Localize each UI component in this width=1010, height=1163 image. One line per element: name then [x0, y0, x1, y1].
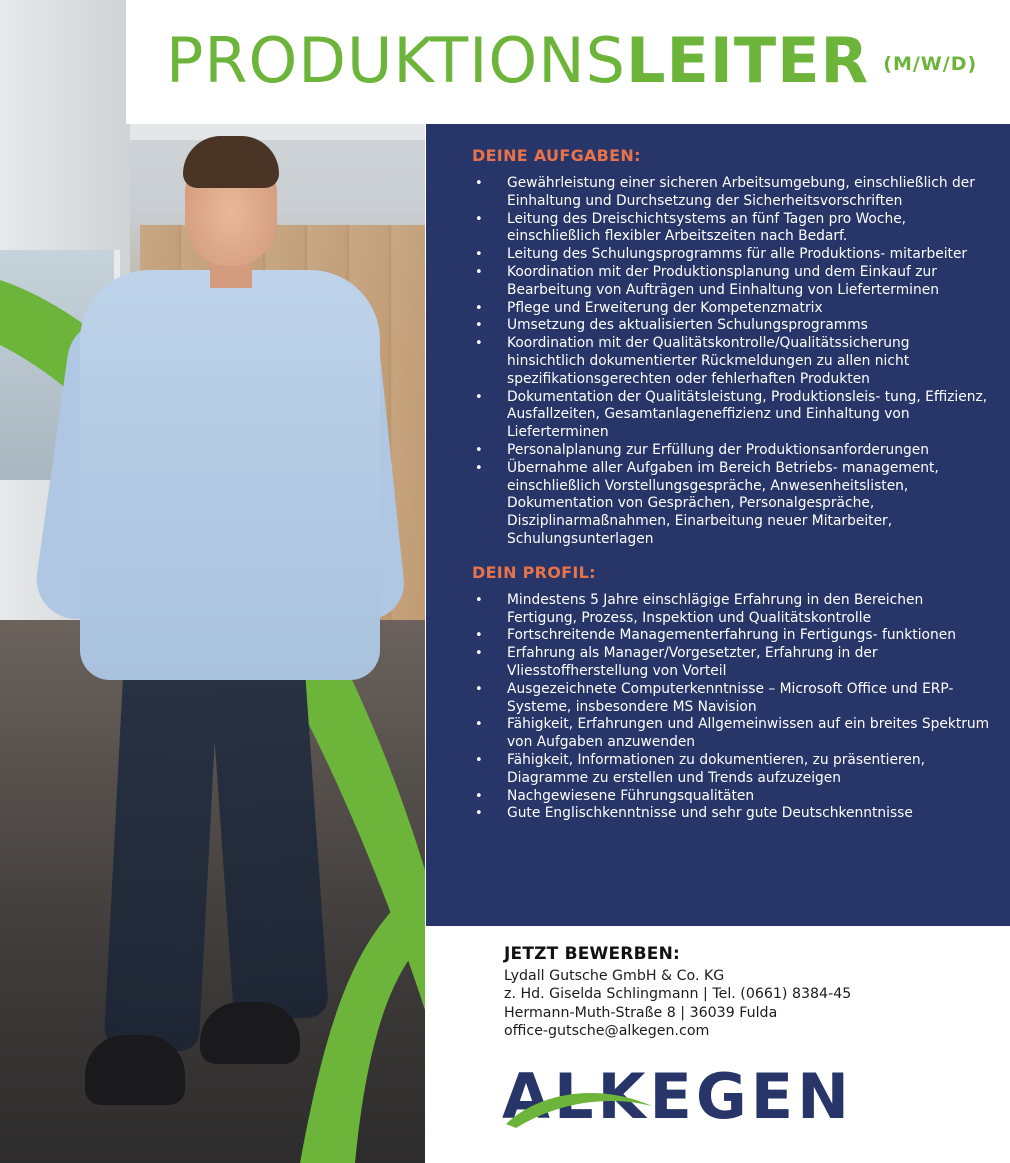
list-item: [472, 442, 990, 460]
person-figure: [40, 130, 400, 1130]
address: Hermann-Muth-Straße 8 | 36039 Fulda: [504, 1004, 778, 1021]
email-link[interactable]: office-gutsche@alkegen.com: [504, 1022, 710, 1039]
job-details-panel: [426, 124, 1010, 926]
title-band: [126, 0, 1010, 124]
bullet-icon: •: [475, 788, 483, 804]
bullet-icon: •: [475, 646, 483, 662]
profile-list: [472, 592, 990, 823]
logo-swoosh-icon: [502, 1062, 872, 1142]
list-item: [472, 645, 990, 681]
profile-text: Ausgezeichnete Computerkenntnisse – Microsoft Office und ERP-Systeme, insbesondere MS Navision: [507, 680, 954, 715]
profile-text: Mindestens 5 Jahre einschlägige Erfahrung in den Bereichen Fertigung, Prozess, Inspektion und Qualitätskontrolle: [507, 591, 924, 626]
bullet-icon: •: [475, 442, 483, 458]
apply-heading: JETZT BEWERBEN:: [504, 944, 680, 964]
task-text: Personalplanung zur Erfüllung der Produktionsanforderungen: [507, 441, 930, 458]
person-shoe-right: [200, 1002, 300, 1064]
tasks-list: [472, 175, 990, 549]
bullet-icon: •: [475, 806, 483, 822]
task-text: Leitung des Schulungsprogramms für alle Produktions- mitarbeiter: [507, 246, 968, 263]
list-item: [472, 681, 990, 717]
bullet-icon: •: [475, 176, 483, 191]
task-text: Übernahme aller Aufgaben im Bereich Betriebs- management, einschließlich Vorstellungsgespräche, Anwesenheitslisten, Dokumentation von Gesprächen, Personalgespräche, Disziplinarmaßnahmen, Einarbeitung neuer Mitarbeiter, Schulungsunterlagen: [507, 459, 939, 547]
title-bold: LEITER: [625, 24, 870, 97]
list-item: [472, 264, 990, 300]
bullet-icon: •: [475, 628, 483, 644]
list-item: [472, 788, 990, 806]
title-gender-suffix: (M/W/D): [883, 53, 978, 76]
list-item: [472, 175, 990, 211]
list-item: [472, 805, 990, 823]
profile-heading: DEIN PROFIL:: [472, 562, 596, 582]
task-text: Pflege und Erweiterung der Kompetenzmatrix: [507, 299, 823, 316]
bullet-icon: •: [475, 300, 483, 316]
list-item: [472, 317, 990, 335]
company-name: Lydall Gutsche GmbH & Co. KG: [504, 968, 725, 984]
list-item: [472, 460, 990, 549]
person-shirt: [80, 270, 380, 680]
contact-block: [504, 944, 984, 1040]
profile-text: Fortschreitende Managementerfahrung in Fertigungs- funktionen: [507, 627, 956, 644]
list-item: [472, 627, 990, 645]
bullet-icon: •: [475, 460, 483, 476]
task-text: Dokumentation der Qualitätsleistung, Produktionsleis- tung, Effizienz, Ausfallzeiten, Gesamtanlageneffizienz und Einhaltung von Lieferterminen: [507, 388, 988, 441]
bullet-icon: •: [475, 336, 483, 352]
logo-wordmark: ALKEGEN: [502, 1060, 854, 1133]
bullet-icon: •: [475, 318, 483, 334]
bullet-icon: •: [475, 681, 483, 697]
task-text: Koordination mit der Produktionsplanung und dem Einkauf zur Bearbeitung von Aufträgen und Einhaltung von Lieferterminen: [507, 263, 939, 298]
task-text: Leitung des Dreischichtsystems an fünf Tagen pro Woche, einschließlich flexibler Arbeitszeiten nach Bedarf.: [507, 210, 907, 245]
profile-text: Nachgewiesene Führungsqualitäten: [507, 787, 755, 804]
tasks-heading: DEINE AUFGABEN:: [472, 146, 641, 165]
profile-text: Erfahrung als Manager/Vorgesetzter, Erfahrung in der Vliesstoffherstellung von Vorteil: [507, 645, 878, 679]
list-item: [472, 389, 990, 442]
hero-photo: [0, 0, 425, 1163]
task-text: Koordination mit der Qualitätskontrolle/Qualitätssicherung hinsichtlich dokumentierter Rückmeldungen zu allen nicht spezifikationsgerechten oder fehlerhaften Produkten: [507, 335, 910, 387]
bullet-icon: •: [475, 717, 483, 733]
logo-swoosh: [506, 1093, 652, 1128]
bullet-icon: •: [475, 211, 483, 227]
bullet-icon: •: [475, 389, 483, 405]
task-text: Gewährleistung einer sicheren Arbeitsumgebung, einschließlich der Einhaltung und Durchsetzung der Sicherheitsvorschriften: [507, 175, 975, 209]
person-hair: [183, 136, 279, 188]
list-item: [472, 752, 990, 788]
person-shoe-left: [85, 1035, 185, 1105]
page-title: [166, 24, 978, 97]
profile-text: Fähigkeit, Erfahrungen und Allgemeinwissen auf ein breites Spektrum von Aufgaben anzuwenden: [507, 716, 990, 751]
list-item: [472, 211, 990, 247]
alkegen-logo: [502, 1062, 872, 1142]
profile-text: Gute Englischkenntnisse und sehr gute Deutschkenntnisse: [507, 805, 913, 822]
list-item: [472, 246, 990, 264]
task-text: Umsetzung des aktualisierten Schulungsprogramms: [507, 317, 868, 334]
contact-person-phone[interactable]: z. Hd. Giselda Schlingmann | Tel. (0661) 8384-45: [504, 986, 852, 1003]
list-item: [472, 716, 990, 752]
bullet-icon: •: [475, 752, 483, 768]
list-item: [472, 592, 990, 628]
list-item: [472, 335, 990, 388]
bullet-icon: •: [475, 592, 483, 608]
profile-text: Fähigkeit, Informationen zu dokumentieren, zu präsentieren, Diagramme zu erstellen und Trends aufzuzeigen: [507, 751, 925, 786]
bullet-icon: •: [475, 247, 483, 263]
list-item: [472, 300, 990, 318]
bullet-icon: •: [475, 264, 483, 280]
title-light: PRODUKTIONS: [166, 24, 626, 97]
